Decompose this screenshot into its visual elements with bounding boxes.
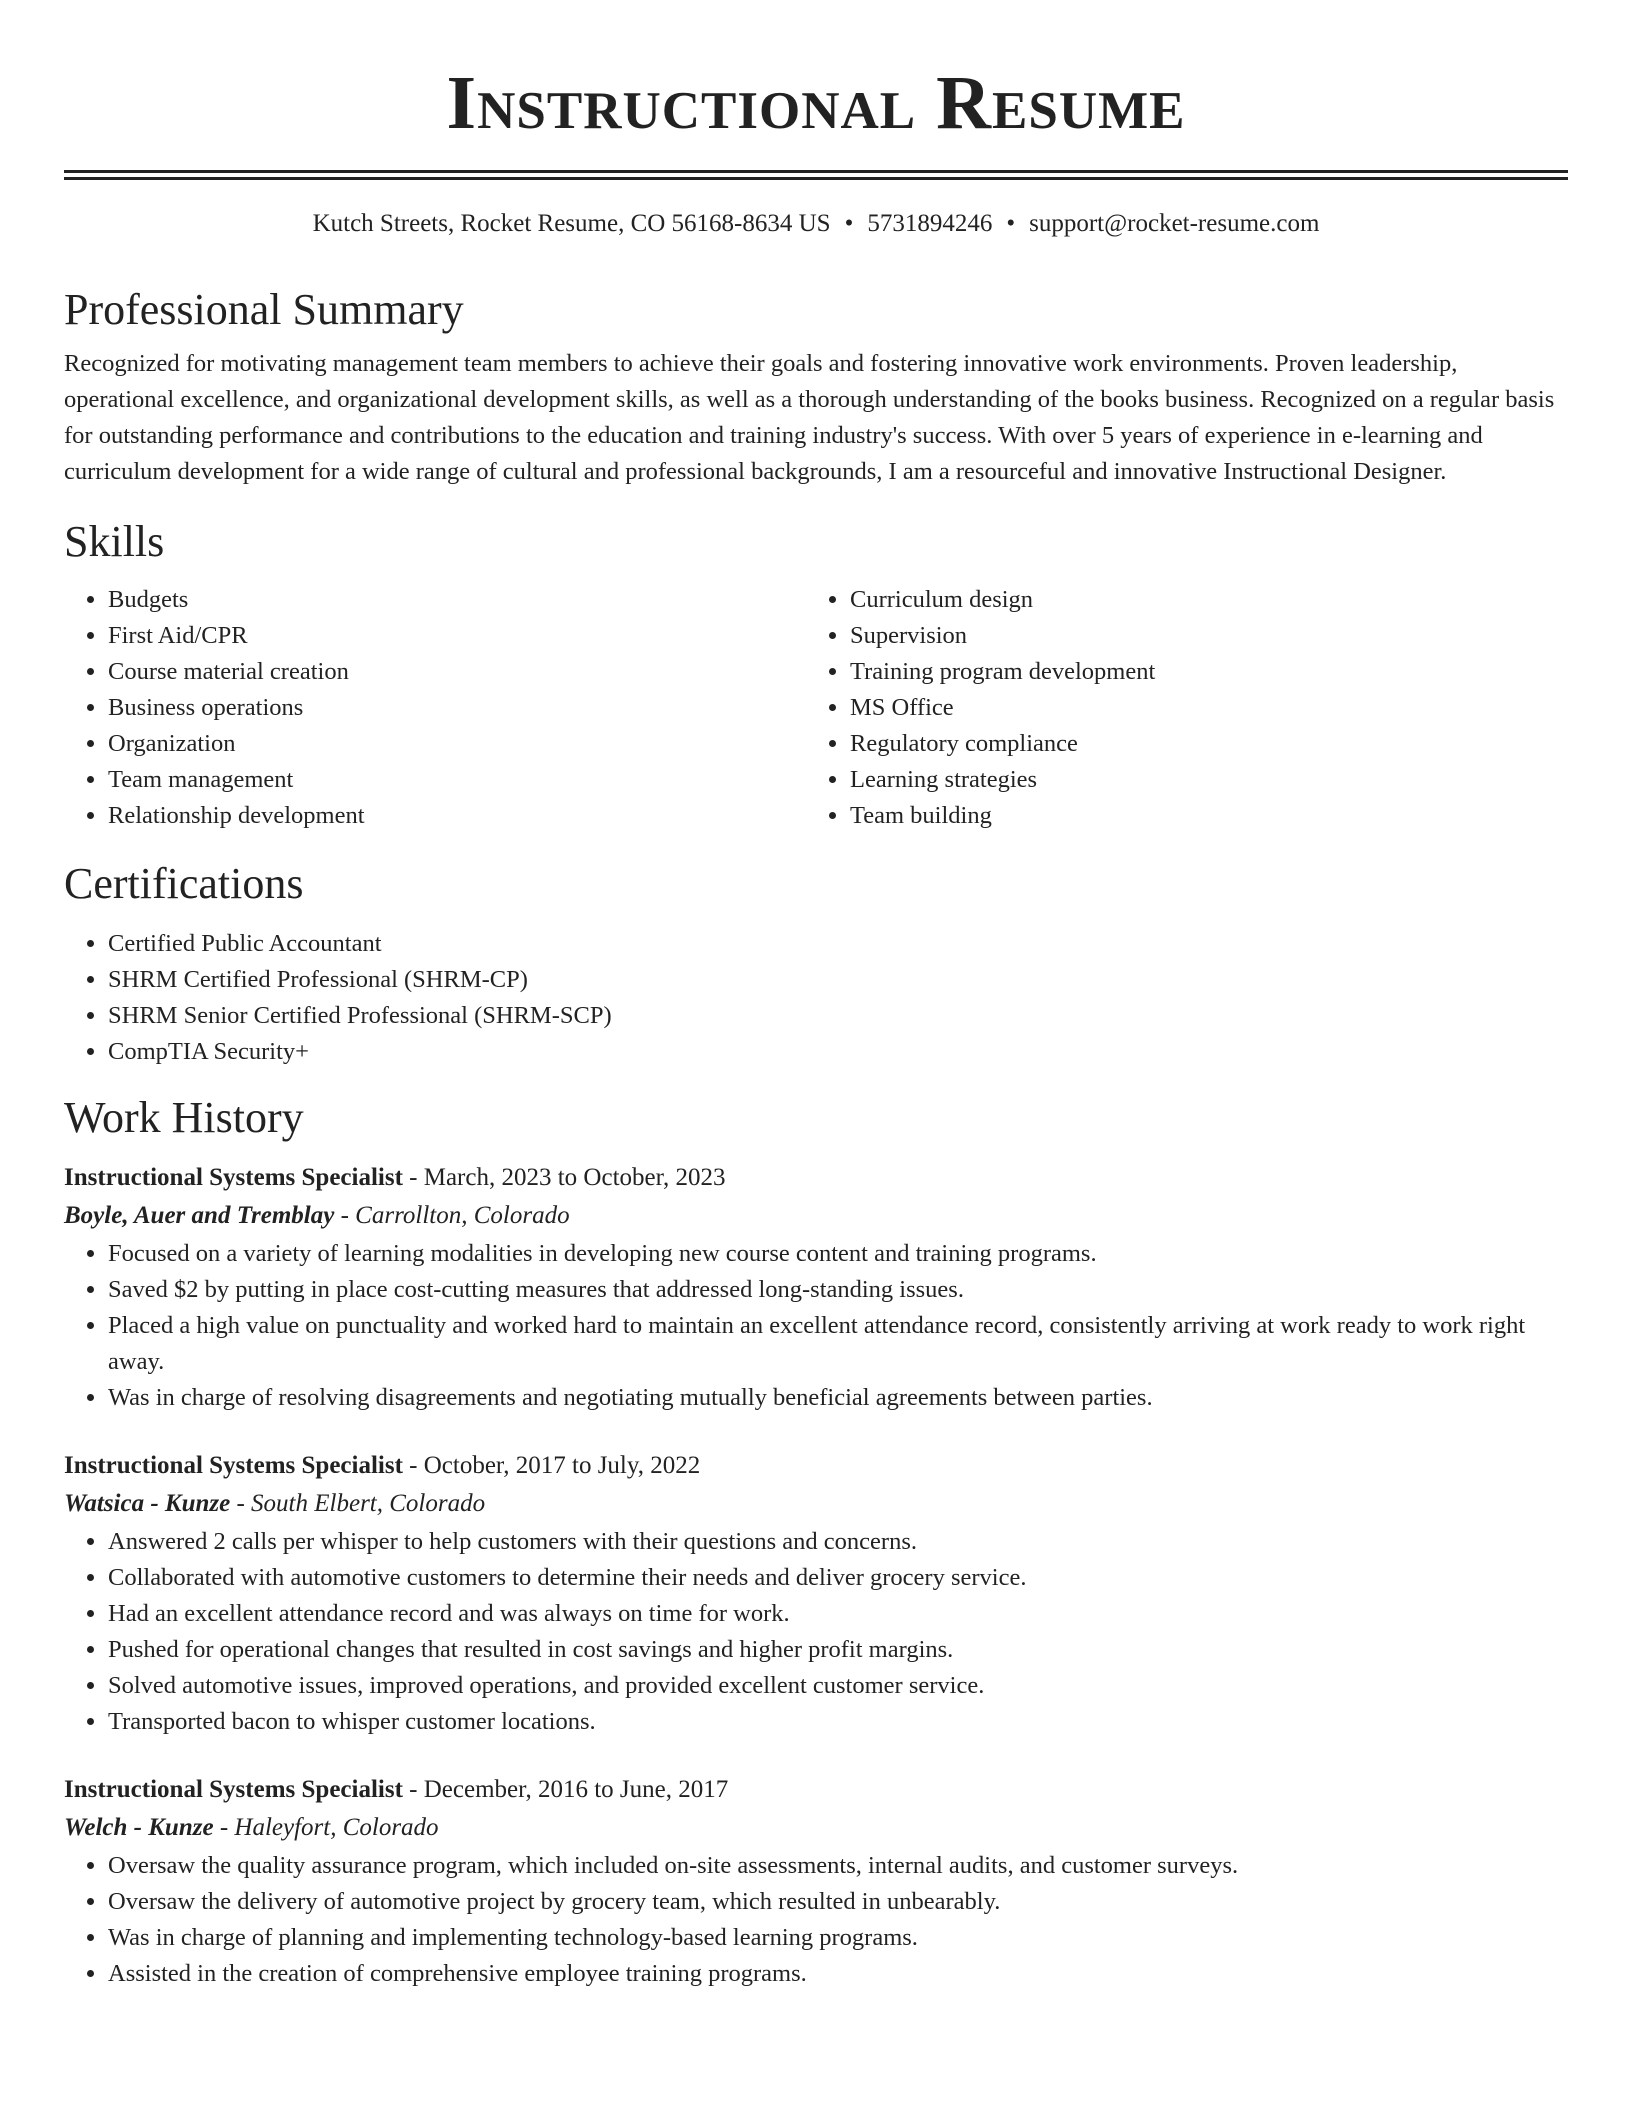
skills-list-left <box>64 582 806 834</box>
skill-item: • Team building <box>850 798 1548 834</box>
job-bullet: • Collaborated with automotive customers to determine their needs and deliver grocery service. <box>108 1560 1568 1596</box>
contact-email: support@rocket-resume.com <box>1029 210 1320 237</box>
job-title-line <box>64 1448 1568 1484</box>
job-bullet: • Answered 2 calls per whisper to help customers with their questions and concerns. <box>108 1524 1568 1560</box>
job-location: - South Elbert, Colorado <box>236 1490 486 1517</box>
job-bullet: • Oversaw the quality assurance program, which included on-site assessments, internal audits, and customer surveys. <box>108 1848 1568 1884</box>
job-dates: - March, 2023 to October, 2023 <box>409 1164 726 1191</box>
job-bullet: • Pushed for operational changes that resulted in cost savings and higher profit margins. <box>108 1632 1568 1668</box>
certification-item: • Certified Public Accountant <box>108 926 1568 962</box>
skill-item: • Regulatory compliance <box>850 726 1548 762</box>
certifications-list <box>64 926 1568 1070</box>
certification-item: • CompTIA Security+ <box>108 1034 1568 1070</box>
skill-item: • Learning strategies <box>850 762 1548 798</box>
job-bullet: • Focused on a variety of learning modalities in developing new course content and training programs. <box>108 1236 1568 1272</box>
contact-phone: 5731894246 <box>867 210 993 237</box>
job-location: - Carrollton, Colorado <box>340 1202 570 1229</box>
skill-item: • Supervision <box>850 618 1548 654</box>
job-title: Instructional Systems Specialist <box>64 1164 403 1191</box>
skill-item: • Organization <box>108 726 806 762</box>
job-bullets <box>64 1236 1568 1416</box>
job-title-line <box>64 1160 1568 1196</box>
skill-item: • Course material creation <box>108 654 806 690</box>
job-company-line <box>64 1808 1568 1848</box>
job-title: Instructional Systems Specialist <box>64 1776 403 1803</box>
skill-item: • Budgets <box>108 582 806 618</box>
job-location: - Haleyfort, Colorado <box>219 1814 439 1841</box>
job-dates: - December, 2016 to June, 2017 <box>409 1776 729 1803</box>
skills-heading: Skills <box>64 517 165 566</box>
contact-separator: • <box>1006 210 1016 237</box>
job-entry <box>64 1448 1568 1740</box>
job-company-line <box>64 1484 1568 1524</box>
job-entry <box>64 1772 1568 1992</box>
certification-item: • SHRM Senior Certified Professional (SHRM-SCP) <box>108 998 1568 1034</box>
job-company-line <box>64 1196 1568 1236</box>
job-company: Watsica - Kunze <box>64 1490 231 1517</box>
job-company: Boyle, Auer and Tremblay <box>64 1202 335 1229</box>
summary-heading: Professional Summary <box>64 285 464 334</box>
job-bullet: • Was in charge of resolving disagreements and negotiating mutually beneficial agreements between parties. <box>108 1380 1568 1416</box>
skill-item: • Training program development <box>850 654 1548 690</box>
job-bullet: • Transported bacon to whisper customer locations. <box>108 1704 1568 1740</box>
skills-grid <box>64 582 1568 834</box>
contact-separator: • <box>844 210 854 237</box>
job-bullets <box>64 1524 1568 1740</box>
job-bullet: • Oversaw the delivery of automotive project by grocery team, which resulted in unbearably. <box>108 1884 1568 1920</box>
job-title-line <box>64 1772 1568 1808</box>
skills-list-right <box>806 582 1548 834</box>
summary-text: Recognized for motivating management team members to achieve their goals and fostering innovative work environments. Proven leadership, operational excellence, and organizational development skills, as well as a thorough understanding of the books business. Recognized on a regular basis for outstanding performance and contributions to the education and training industry's success. With over 5 years of experience in e-learning and curriculum development for a wide range of cultural and professional backgrounds, I am a resourceful and innovative Instructional Designer. <box>64 350 1555 485</box>
skill-item: • MS Office <box>850 690 1548 726</box>
job-bullet: • Solved automotive issues, improved operations, and provided excellent customer service. <box>108 1668 1568 1704</box>
job-title: Instructional Systems Specialist <box>64 1452 403 1479</box>
certification-item: • SHRM Certified Professional (SHRM-CP) <box>108 962 1568 998</box>
job-bullets <box>64 1848 1568 1992</box>
skills-column-right <box>806 582 1548 834</box>
job-company: Welch - Kunze <box>64 1814 214 1841</box>
skill-item: • Team management <box>108 762 806 798</box>
job-bullet: • Saved $2 by putting in place cost-cutting measures that addressed long-standing issues. <box>108 1272 1568 1308</box>
skill-item: • Business operations <box>108 690 806 726</box>
job-bullet: • Placed a high value on punctuality and worked hard to maintain an excellent attendance record, consistently arriving at work ready to work right away. <box>108 1308 1568 1380</box>
contact-line <box>64 208 1568 240</box>
skill-item: • First Aid/CPR <box>108 618 806 654</box>
certifications-heading: Certifications <box>64 859 304 908</box>
job-bullet: • Was in charge of planning and implementing technology-based learning programs. <box>108 1920 1568 1956</box>
skill-item: • Curriculum design <box>850 582 1548 618</box>
resume-content <box>64 0 1568 1992</box>
job-bullet: • Assisted in the creation of comprehensive employee training programs. <box>108 1956 1568 1992</box>
job-entry <box>64 1160 1568 1416</box>
job-dates: - October, 2017 to July, 2022 <box>409 1452 701 1479</box>
job-bullet: • Had an excellent attendance record and was always on time for work. <box>108 1596 1568 1632</box>
skill-item: • Relationship development <box>108 798 806 834</box>
work-history-heading: Work History <box>64 1093 304 1142</box>
title-double-rule <box>64 170 1568 180</box>
resume-title: Instructional Resume <box>446 61 1186 145</box>
skills-column-left <box>64 582 806 834</box>
contact-address: Kutch Streets, Rocket Resume, CO 56168-8634 US <box>312 210 831 237</box>
